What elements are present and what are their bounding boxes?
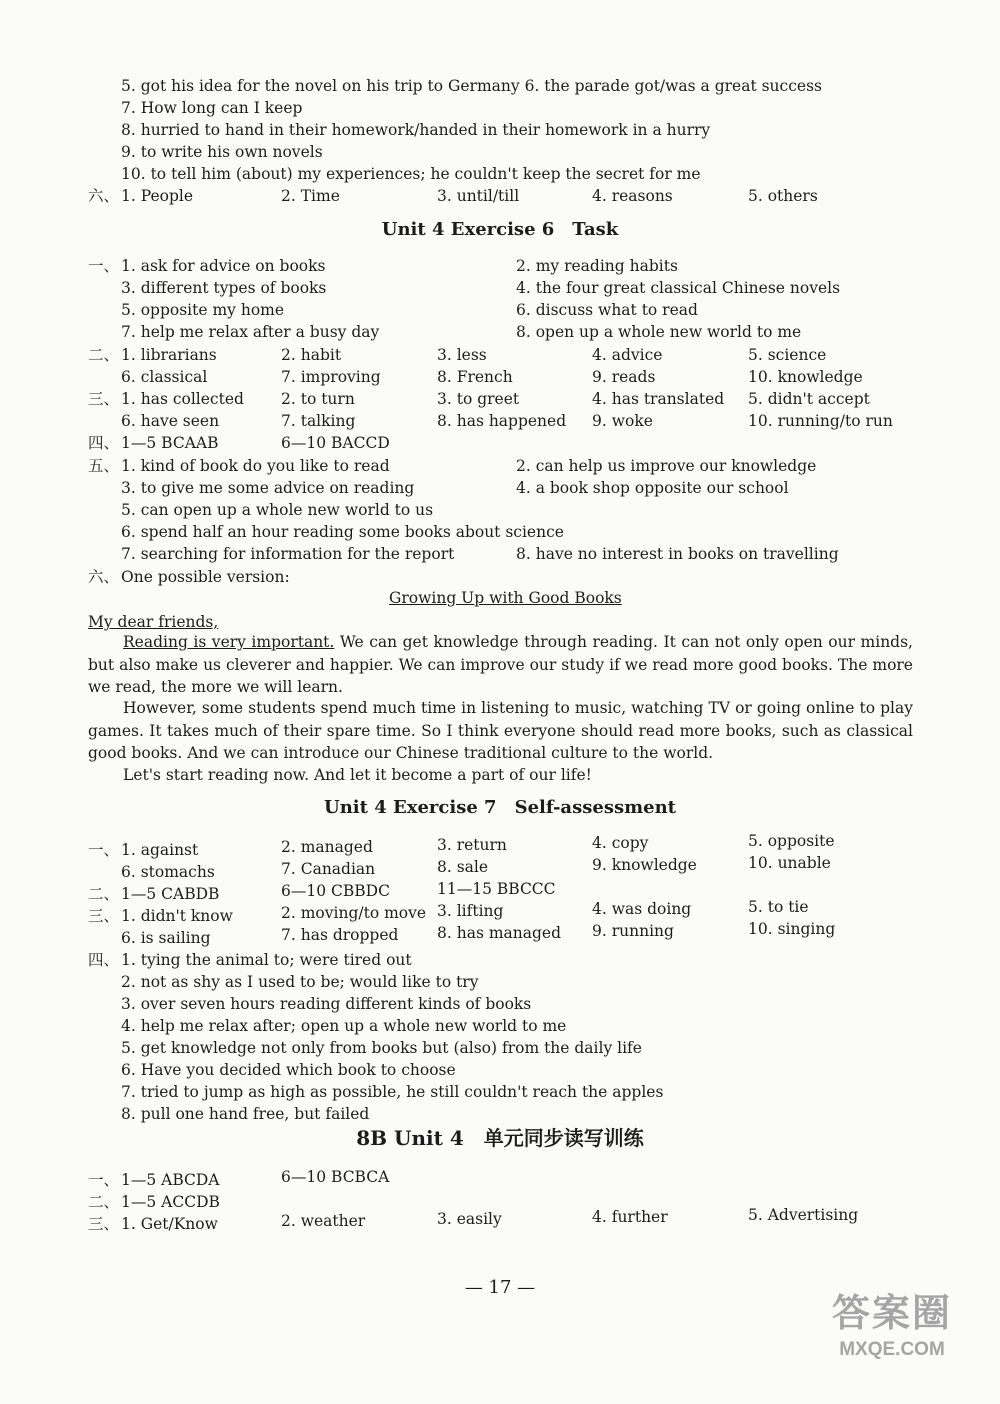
section-number: 二、 [88, 885, 120, 903]
answer-item: 10. running/to run [748, 412, 893, 430]
answer-item: 6. spend half an hour reading some books about science [121, 523, 564, 541]
watermark-text: 答案圈 [831, 1293, 952, 1335]
answer-item: 4. reasons [592, 187, 673, 205]
answer-line: 10. to tell him (about) my experiences; he couldn't keep the secret for me [121, 165, 701, 183]
answer-item: 1. Get/Know [121, 1215, 218, 1233]
answer-item: 1—5 BCAAB [121, 434, 219, 452]
answer-item: 11—15 BBCCC [437, 880, 556, 898]
answer-item: 5. to tie [748, 898, 809, 916]
answer-item: 1. ask for advice on books [121, 257, 326, 275]
answer-item: 9. running [592, 922, 674, 940]
answer-item: 6—10 BCBCA [281, 1168, 390, 1186]
answer-item: 6—10 CBBDC [281, 882, 390, 900]
answer-item: 8. pull one hand free, but failed [121, 1105, 370, 1123]
answer-item: 3. until/till [437, 187, 520, 205]
answer-item: 5. can open up a whole new world to us [121, 501, 434, 519]
section-number: 四、 [88, 951, 120, 969]
answer-item: 8. has happened [437, 412, 567, 430]
answer-item: 7. talking [281, 412, 356, 430]
answer-item: 1. has collected [121, 390, 244, 408]
section-number: 二、 [88, 346, 120, 364]
answer-item: 2. can help us improve our knowledge [516, 457, 817, 475]
unit-title: 8B Unit 4 单元同步读写训练 [356, 1126, 644, 1150]
section-number: 二、 [88, 1193, 120, 1211]
answer-item: 1—5 CABDB [121, 885, 220, 903]
essay-paragraph: Let's start reading now. And let it become a part of our life! [123, 766, 592, 784]
answer-item: 2. not as shy as I used to be; would like to try [121, 973, 479, 991]
answer-item: 4. advice [592, 346, 663, 364]
answer-item: 8. sale [437, 858, 489, 876]
answer-item: 3. different types of books [121, 279, 327, 297]
section-number: 三、 [88, 907, 120, 925]
essay-greeting: My dear friends, [88, 613, 219, 631]
watermark-url: MXQE.COM [839, 1339, 945, 1360]
essay-text: We can get knowledge through reading. It can not only open our minds, but also make us cleverer and happier. We can improve our study if we read more good books. The more we read, the more we will learn. [88, 633, 913, 696]
answer-item: 3. easily [437, 1210, 502, 1228]
answer-item: 1. librarians [121, 346, 217, 364]
answer-item: 6. discuss what to read [516, 301, 698, 319]
answer-item: 7. has dropped [281, 926, 399, 944]
answer-item: 4. was doing [592, 900, 692, 918]
answer-item: 6. is sailing [121, 929, 211, 947]
essay-paragraph: However, some students spend much time in listening to music, watching TV or going online to play games. It takes much of their spare time. So I think everyone should read more books, such as classical good books. And we can introduce our Chinese traditional culture to the world. [88, 699, 913, 762]
answer-item: 1. kind of book do you like to read [121, 457, 390, 475]
answer-line: 9. to write his own novels [121, 143, 323, 161]
answer-item: 2. to turn [281, 390, 355, 408]
section-number: 一、 [88, 1171, 120, 1189]
answer-item: 2. Time [281, 187, 340, 205]
answer-item: 2. managed [281, 838, 373, 856]
answer-item: 3. return [437, 836, 507, 854]
answer-item: 4. a book shop opposite our school [516, 479, 789, 497]
answer-item: 2. habit [281, 346, 342, 364]
answer-item: 4. the four great classical Chinese novels [516, 279, 841, 297]
answer-item: 5. science [748, 346, 827, 364]
answer-item: 5. get knowledge not only from books but (also) from the daily life [121, 1039, 642, 1057]
section-number: 六、 [88, 187, 120, 205]
section-number: 一、 [88, 257, 120, 275]
answer-item: 4. has translated [592, 390, 725, 408]
answer-line: 8. hurried to hand in their homework/handed in their homework in a hurry [121, 121, 711, 139]
answer-line: 5. got his idea for the novel on his trip to Germany 6. the parade got/was a great success [121, 77, 822, 95]
answer-item: 3. to give me some advice on reading [121, 479, 415, 497]
answer-item: 2. my reading habits [516, 257, 678, 275]
answer-item: 10. knowledge [748, 368, 863, 386]
answer-item: 9. knowledge [592, 856, 697, 874]
answer-item: 1. tying the animal to; were tired out [121, 951, 412, 969]
section-number: 五、 [88, 457, 120, 475]
answer-item: 1. against [121, 841, 199, 859]
answer-item: 8. open up a whole new world to me [516, 323, 802, 341]
answer-item: 3. lifting [437, 902, 504, 920]
answer-item: 3. over seven hours reading different kinds of books [121, 995, 532, 1013]
answer-item: 1. didn't know [121, 907, 233, 925]
section-number: 一、 [88, 841, 120, 859]
essay-title: Growing Up with Good Books [389, 589, 622, 607]
answer-item: 7. searching for information for the report [121, 545, 455, 563]
answer-item: 8. has managed [437, 924, 561, 942]
exercise-title: Unit 4 Exercise 6 Task [381, 219, 619, 240]
answer-item: 10. unable [748, 854, 831, 872]
answer-item: 7. tried to jump as high as possible, he still couldn't reach the apples [121, 1083, 664, 1101]
answer-item: 6—10 BACCD [281, 434, 390, 452]
answer-item: 1. People [121, 187, 194, 205]
answer-item: 10. singing [748, 920, 836, 938]
exercise-title: Unit 4 Exercise 7 Self-assessment [324, 797, 676, 818]
answer-item: 2. weather [281, 1212, 366, 1230]
answer-item: 5. opposite my home [121, 301, 285, 319]
answer-item: 7. help me relax after a busy day [121, 323, 380, 341]
answer-item: 2. moving/to move [281, 904, 427, 922]
essay-topic-sentence: Reading is very important. [123, 633, 335, 651]
section-number: 六、 [88, 568, 120, 586]
page-number: — 17 — [464, 1277, 536, 1298]
answer-item: 6. Have you decided which book to choose [121, 1061, 456, 1079]
answer-item: 7. improving [281, 368, 381, 386]
answer-item: 4. further [592, 1208, 668, 1226]
answer-item: 5. Advertising [748, 1206, 859, 1224]
answer-item: 4. copy [592, 834, 649, 852]
answer-item: 3. less [437, 346, 487, 364]
answer-item: 6. have seen [121, 412, 220, 430]
section-number: 三、 [88, 390, 120, 408]
answer-item: 6. classical [121, 368, 208, 386]
answer-item: 1—5 ABCDA [121, 1171, 220, 1189]
section-number: 三、 [88, 1215, 120, 1233]
essay-intro: One possible version: [121, 568, 290, 586]
answer-line: 7. How long can I keep [121, 99, 303, 117]
essay-paragraph [88, 631, 913, 699]
section-number: 四、 [88, 434, 120, 452]
answer-item: 1—5 ACCDB [121, 1193, 220, 1211]
answer-item: 3. to greet [437, 390, 520, 408]
answer-item: 7. Canadian [281, 860, 376, 878]
answer-item: 8. have no interest in books on travelling [516, 545, 839, 563]
answer-item: 8. French [437, 368, 513, 386]
answer-item: 5. didn't accept [748, 390, 870, 408]
watermark-logo [812, 1290, 972, 1382]
answer-item: 5. others [748, 187, 818, 205]
answer-item: 6. stomachs [121, 863, 215, 881]
answer-item: 9. woke [592, 412, 653, 430]
answer-item: 4. help me relax after; open up a whole new world to me [121, 1017, 567, 1035]
answer-item: 9. reads [592, 368, 656, 386]
answer-item: 5. opposite [748, 832, 835, 850]
